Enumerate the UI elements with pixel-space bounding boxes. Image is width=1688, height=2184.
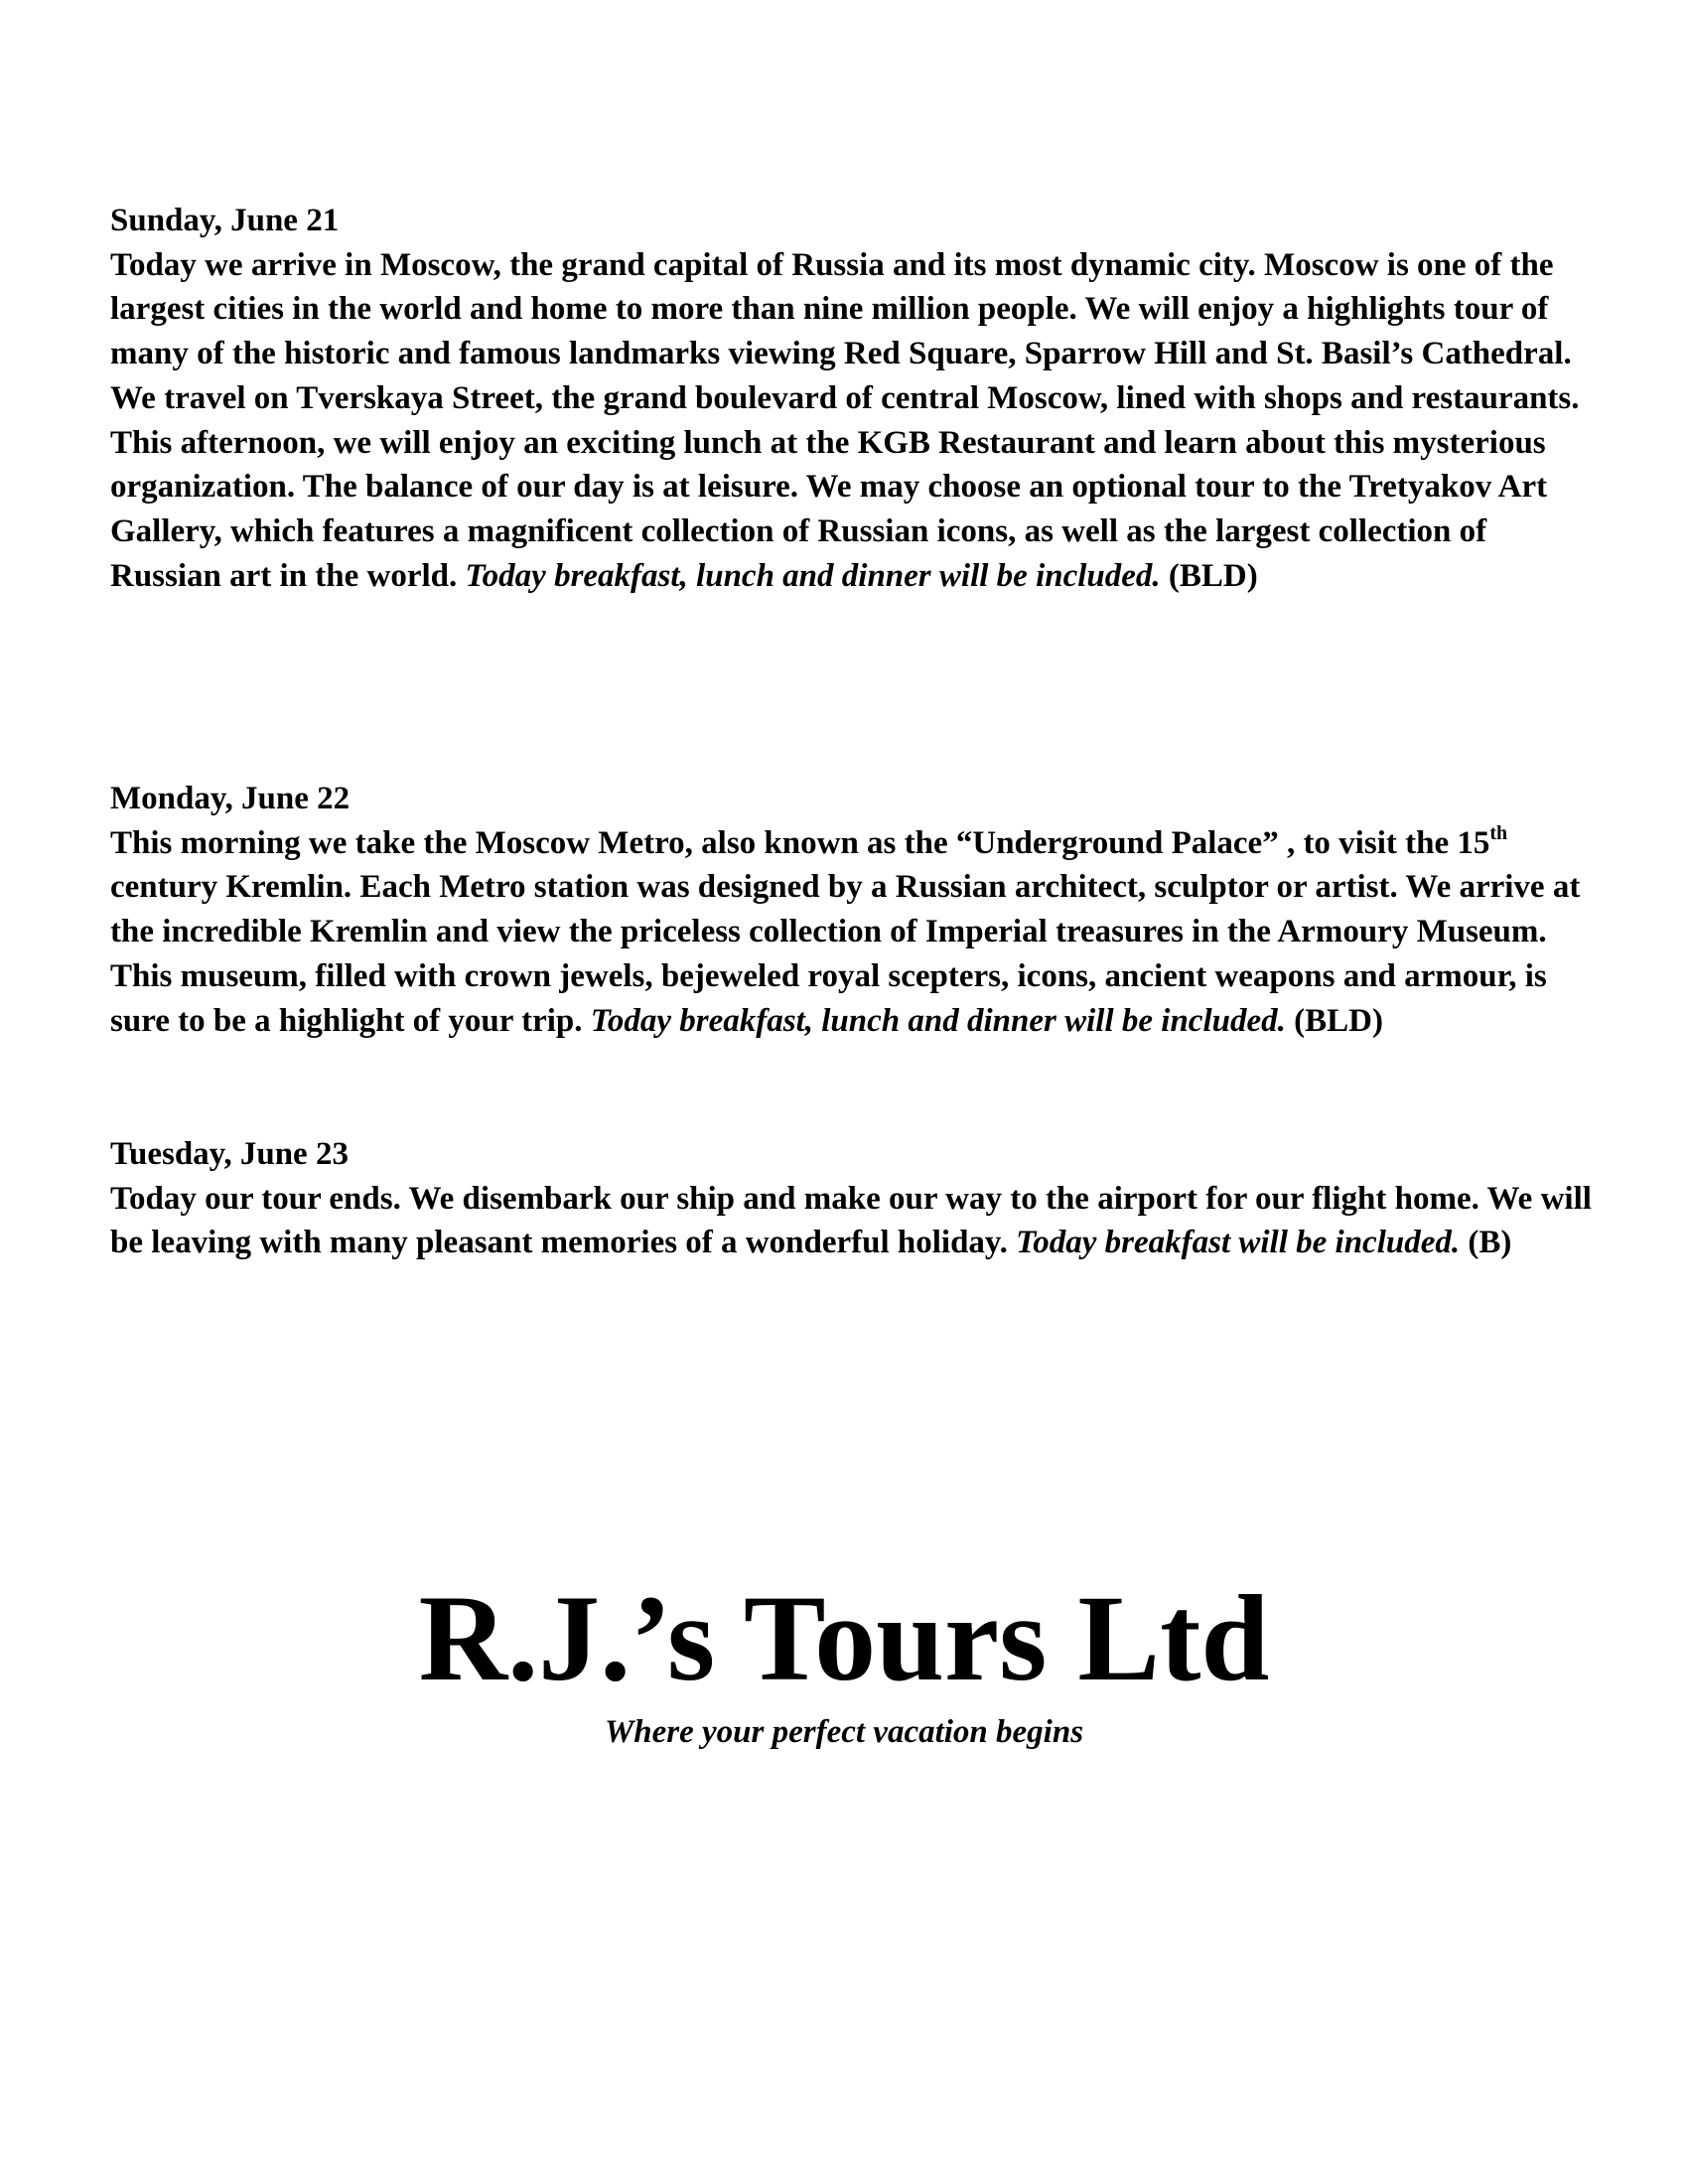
itinerary-day-sunday [110, 199, 1600, 598]
day-description-text-continued: century Kremlin. Each Metro station was designed by a Russian architect, sculptor or artist. We arrive at the incredible Kremlin and view the priceless collection of Imperial treasures in the Armoury Museum. This museum, filled with crown jewels, bejeweled royal scepters, icons, ancient weapons and armour, is sure to be a highlight of your trip. [110, 869, 1581, 1039]
day-description-text: Today we arrive in Moscow, the grand capital of Russia and its most dynamic city. Moscow is one of the largest cities in the world and home to more than nine million people. We will enjoy a highlights tour of many of the historic and famous landmarks viewing Red Square, Sparrow Hill and St. Basil’s Cathedral. We travel on Tverskaya Street, the grand boulevard of central Moscow, lined with shops and restaurants. This afternoon, we will enjoy an exciting lunch at the KGB Restaurant and learn about this mysterious organization. The balance of our day is at leisure. We may choose an optional tour to the Tretyakov Art Gallery, which features a magnificent collection of Russian icons, as well as the largest collection of Russian art in the world. [110, 246, 1580, 594]
company-branding [0, 1569, 1688, 1754]
meal-code: (BLD) [1285, 1002, 1383, 1039]
company-name: R.J.’s Tours Ltd [418, 1570, 1270, 1706]
meal-note: Today breakfast, lunch and dinner will be included. [590, 1002, 1286, 1039]
meal-code: (B) [1460, 1225, 1512, 1261]
meal-note: Today breakfast, lunch and dinner will be included. [465, 557, 1161, 594]
meal-note: Today breakfast will be included. [1016, 1225, 1461, 1261]
itinerary-day-monday [110, 777, 1600, 1043]
itinerary-day-tuesday [110, 1132, 1600, 1265]
day-heading: Monday, June 22 [110, 781, 351, 816]
day-heading: Tuesday, June 23 [110, 1136, 349, 1172]
day-description [110, 1177, 1600, 1265]
meal-code: (BLD) [1160, 557, 1258, 594]
day-description [110, 821, 1600, 1044]
day-description-text: Today our tour ends. We disembark our ship and make our way to the airport for our flight home. We will be leaving with many pleasant memories of a wonderful holiday. [110, 1180, 1592, 1261]
day-description [110, 243, 1600, 599]
day-heading: Sunday, June 21 [110, 203, 340, 238]
ordinal-suffix: th [1489, 821, 1508, 844]
day-description-text: This morning we take the Moscow Metro, also known as the “Underground Palace” , to visit the 15 [110, 824, 1490, 861]
company-tagline: Where your perfect vacation begins [604, 1714, 1084, 1750]
